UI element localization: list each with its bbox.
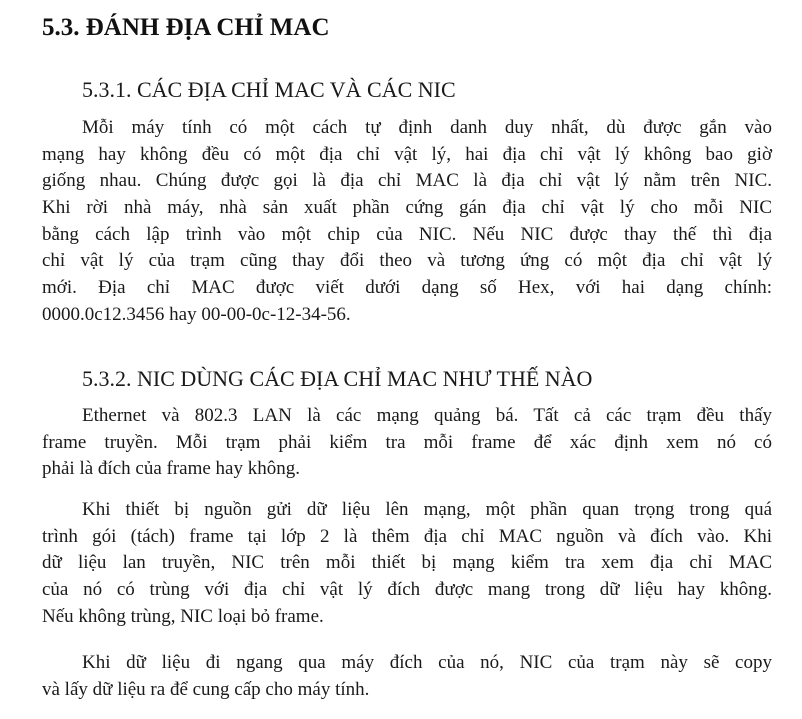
text-line: bằng cách lập trình vào một chip của NIC. Nếu NIC được thay thế thì địa bbox=[42, 223, 772, 245]
text-line: frame truyền. Mỗi trạm phải kiểm tra mỗi frame để xác định xem nó có bbox=[42, 431, 772, 453]
text-line: chỉ vật lý của trạm cũng thay đổi theo và tương ứng có một địa chỉ vật lý bbox=[42, 250, 772, 272]
text-line: Khi thiết bị nguồn gửi dữ liệu lên mạng, một phần quan trọng trong quá bbox=[82, 499, 772, 520]
text-line: mới. Địa chỉ MAC được viết dưới dạng số Hex, với hai dạng chính: bbox=[42, 277, 772, 299]
text-line: và lấy dữ liệu ra để cung cấp cho máy tính. bbox=[42, 678, 370, 700]
text-line: Mỗi máy tính có một cách tự định danh duy nhất, dù được gắn vào bbox=[82, 117, 772, 138]
text-line: 0000.0c12.3456 hay 00-00-0c-12-34-56. bbox=[42, 303, 351, 325]
paragraph-destination bbox=[42, 650, 772, 703]
text-line: trình gói (tách) frame tại lớp 2 là thêm địa chỉ MAC nguồn và đích vào. Khi bbox=[42, 525, 772, 547]
paragraph-broadcast bbox=[42, 403, 772, 483]
subsection-heading-2: 5.3.2. NIC DÙNG CÁC ĐỊA CHỈ MAC NHƯ THẾ NÀO bbox=[82, 366, 593, 391]
text-line: mạng hay không đều có một địa chỉ vật lý, hai địa chỉ vật lý không bao giờ bbox=[42, 143, 772, 165]
paragraph-mac-address bbox=[42, 115, 772, 329]
text-line: phải là đích của frame hay không. bbox=[42, 458, 300, 480]
text-line: giống nhau. Chúng được gọi là địa chỉ MAC là địa chỉ vật lý nằm trên NIC. bbox=[42, 170, 772, 192]
paragraph-source-device bbox=[42, 497, 772, 630]
text-line: của nó có trùng với địa chỉ vật lý đích được mang trong dữ liệu hay không. bbox=[42, 579, 772, 601]
text-line: Khi dữ liệu đi ngang qua máy đích của nó, NIC của trạm này sẽ copy bbox=[82, 652, 772, 673]
subsection-heading-1: 5.3.1. CÁC ĐỊA CHỈ MAC VÀ CÁC NIC bbox=[82, 77, 456, 102]
text-line: dữ liệu lan truyền, NIC trên mỗi thiết bị mạng kiểm tra xem địa chỉ MAC bbox=[42, 552, 772, 574]
section-heading: 5.3. ĐÁNH ĐỊA CHỈ MAC bbox=[42, 14, 330, 41]
text-line: Khi rời nhà máy, nhà sản xuất phần cứng gán địa chỉ vật lý cho mỗi NIC bbox=[42, 197, 772, 219]
text-line: Ethernet và 802.3 LAN là các mạng quảng bá. Tất cả các trạm đều thấy bbox=[82, 405, 772, 426]
text-line: Nếu không trùng, NIC loại bỏ frame. bbox=[42, 605, 324, 627]
